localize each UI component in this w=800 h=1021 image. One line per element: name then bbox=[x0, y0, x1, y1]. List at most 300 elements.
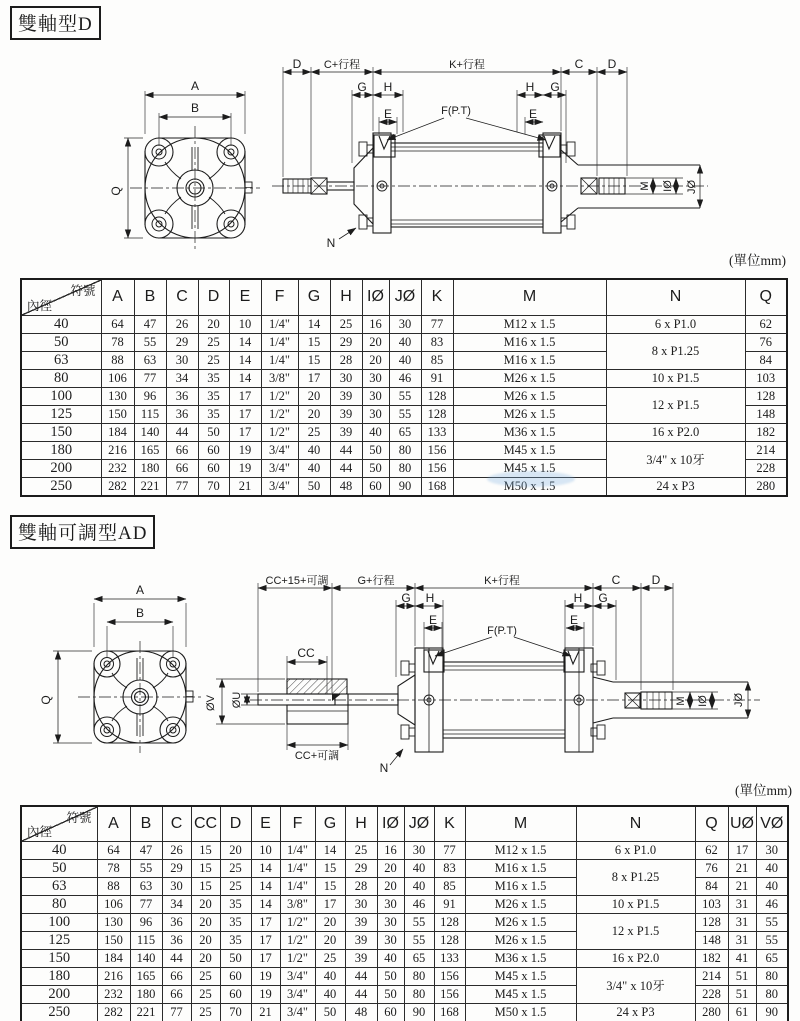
type-d-cell: 29 bbox=[166, 333, 198, 351]
type-d-col-header-F: F bbox=[261, 279, 298, 315]
front-taper-top bbox=[561, 150, 578, 165]
type-ad-cell: 21 bbox=[728, 859, 756, 877]
type-ad-cell: 55 bbox=[404, 913, 434, 931]
dim-label-v-dia: ØV bbox=[205, 695, 217, 711]
type-d-cell: 128 bbox=[421, 405, 453, 423]
dim-label-d-left: D bbox=[292, 57, 302, 71]
type-ad-col-header-IØ: IØ bbox=[377, 806, 404, 841]
type-d-cell: 28 bbox=[330, 351, 362, 369]
type-d-cell: 84 bbox=[745, 351, 787, 369]
type-d-cell: 282 bbox=[101, 477, 134, 496]
type-d-cell: 216 bbox=[101, 441, 134, 459]
type-d-row-180 bbox=[21, 441, 787, 459]
type-ad-cell: 106 bbox=[97, 895, 130, 913]
type-d-cell: 10 x P1.5 bbox=[606, 369, 745, 387]
type-d-cell: 6 x P1.0 bbox=[606, 315, 745, 333]
type-ad-row-100 bbox=[21, 913, 788, 931]
type-d-cell: 35 bbox=[198, 369, 229, 387]
type-ad-cell: 25 bbox=[315, 949, 345, 967]
type-ad-cell: 47 bbox=[130, 841, 162, 859]
type-d-cell: M26 x 1.5 bbox=[453, 387, 606, 405]
type-d-cell: M26 x 1.5 bbox=[453, 369, 606, 387]
type-ad-cell: 148 bbox=[695, 931, 728, 949]
type-ad-cell: 17 bbox=[315, 895, 345, 913]
type-d-col-header-C: C bbox=[166, 279, 198, 315]
dim-label-cc-adj: CC+可調 bbox=[294, 750, 340, 762]
type-d-row-40 bbox=[21, 315, 787, 333]
type-ad-cell: 55 bbox=[130, 859, 162, 877]
type-ad-cell: 65 bbox=[404, 949, 434, 967]
nut-label: N bbox=[379, 761, 389, 775]
rear-port bbox=[424, 650, 444, 672]
dim-label-g-left: G bbox=[357, 80, 367, 94]
type-d-corner-cell bbox=[21, 279, 101, 315]
type-d-cell: 103 bbox=[745, 369, 787, 387]
type-ad-cell: 50 bbox=[377, 967, 404, 985]
type-ad-cell: 3/4" bbox=[280, 985, 315, 1003]
section2-title: 雙軸可調型AD bbox=[10, 515, 155, 549]
type-d-cell: 60 bbox=[198, 441, 229, 459]
type-ad-cell: 17 bbox=[251, 913, 280, 931]
type-d-cell: 88 bbox=[101, 351, 134, 369]
type-ad-cell: 20 bbox=[191, 895, 220, 913]
type-ad-col-header-A: A bbox=[97, 806, 130, 841]
type-ad-cell: 55 bbox=[756, 931, 788, 949]
type-ad-bore-150: 150 bbox=[21, 949, 97, 967]
type-d-corner-bore-label: 內徑 bbox=[27, 298, 53, 313]
type-ad-cell: 20 bbox=[191, 949, 220, 967]
type-d-bore-250: 250 bbox=[21, 477, 101, 496]
type-d-row-150 bbox=[21, 423, 787, 441]
type-d-cell: 36 bbox=[166, 387, 198, 405]
type-ad-cell: 44 bbox=[345, 967, 377, 985]
type-ad-cell: M16 x 1.5 bbox=[465, 859, 576, 877]
type-d-cell: 16 bbox=[362, 315, 389, 333]
type-ad-cell: 31 bbox=[728, 913, 756, 931]
dim-label-e-right: E bbox=[569, 613, 579, 627]
type-ad-cell: 40 bbox=[377, 949, 404, 967]
type-d-cell: 26 bbox=[166, 315, 198, 333]
dim-label-b: B bbox=[190, 101, 200, 115]
type-d-cell: 55 bbox=[389, 405, 421, 423]
type-d-cell: 30 bbox=[362, 369, 389, 387]
type-ad-cell: 70 bbox=[220, 1003, 251, 1021]
dim-label-j-dia: JØ bbox=[686, 179, 698, 195]
type-ad-cell: 36 bbox=[162, 931, 191, 949]
dim-label-m: M bbox=[639, 181, 651, 191]
type-ad-cell: 80 bbox=[404, 967, 434, 985]
type-d-cell: M16 x 1.5 bbox=[453, 333, 606, 351]
type-ad-cell: 128 bbox=[434, 913, 465, 931]
type-ad-cell: 55 bbox=[756, 913, 788, 931]
type-d-dimension-table bbox=[20, 278, 788, 497]
type-d-cell: 1/4" bbox=[261, 333, 298, 351]
dim-label-d: D bbox=[651, 573, 661, 587]
type-d-col-header-B: B bbox=[134, 279, 166, 315]
extension-lines bbox=[53, 583, 718, 750]
type-ad-cell: 14 bbox=[251, 877, 280, 895]
dim-label-e-left: E bbox=[383, 107, 393, 121]
type-ad-cell: M12 x 1.5 bbox=[465, 841, 576, 859]
type-d-cell: 25 bbox=[198, 351, 229, 369]
type-d-row-80 bbox=[21, 369, 787, 387]
type-ad-cell: 25 bbox=[191, 985, 220, 1003]
type-d-cell: 34 bbox=[166, 369, 198, 387]
type-ad-cell: 61 bbox=[728, 1003, 756, 1021]
type-d-bore-180: 180 bbox=[21, 441, 101, 459]
type-d-cell: 17 bbox=[229, 405, 261, 423]
type-ad-cell: 20 bbox=[191, 931, 220, 949]
type-d-cell: 3/8" bbox=[261, 369, 298, 387]
type-ad-col-header-Q: Q bbox=[695, 806, 728, 841]
type-d-col-header-JØ: JØ bbox=[389, 279, 421, 315]
dim-label-g-right: G bbox=[550, 80, 560, 94]
type-ad-col-header-CC: CC bbox=[191, 806, 220, 841]
type-d-cell: 3/4" bbox=[261, 459, 298, 477]
type-ad-cell: M26 x 1.5 bbox=[465, 913, 576, 931]
type-ad-cell: 80 bbox=[404, 985, 434, 1003]
type-ad-bore-100: 100 bbox=[21, 913, 97, 931]
type-d-cell: 14 bbox=[229, 333, 261, 351]
type-d-cell: 20 bbox=[198, 315, 229, 333]
type-ad-cell: 20 bbox=[191, 913, 220, 931]
type-ad-cell: 10 bbox=[251, 841, 280, 859]
type-ad-cell: 103 bbox=[695, 895, 728, 913]
type-d-bore-125: 125 bbox=[21, 405, 101, 423]
type-ad-cell: 65 bbox=[756, 949, 788, 967]
dim-label-q: Q bbox=[39, 695, 53, 705]
type-d-cell: 280 bbox=[745, 477, 787, 496]
type-ad-cell: M16 x 1.5 bbox=[465, 877, 576, 895]
type-ad-cell: 50 bbox=[377, 985, 404, 1003]
type-d-col-header-M: M bbox=[453, 279, 606, 315]
unit-note-1: (單位mm) bbox=[729, 253, 786, 268]
type-d-cell: M16 x 1.5 bbox=[453, 351, 606, 369]
type-ad-cell: 48 bbox=[345, 1003, 377, 1021]
type-ad-cell: 88 bbox=[97, 877, 130, 895]
type-ad-cell: 17 bbox=[251, 949, 280, 967]
type-d-cell: 50 bbox=[298, 477, 330, 496]
type-d-cell: 184 bbox=[101, 423, 134, 441]
type-ad-row-40 bbox=[21, 841, 788, 859]
adjuster-sleeve-lower bbox=[287, 705, 348, 724]
type-ad-cell: 41 bbox=[728, 949, 756, 967]
type-ad-cell: 15 bbox=[191, 841, 220, 859]
type-d-cell: M45 x 1.5 bbox=[453, 441, 606, 459]
type-d-row-50 bbox=[21, 333, 787, 351]
type-ad-cell: 40 bbox=[315, 967, 345, 985]
type-ad-cell: 214 bbox=[695, 967, 728, 985]
type-ad-col-header-C: C bbox=[162, 806, 191, 841]
type-ad-cell: 30 bbox=[756, 841, 788, 859]
type-d-cell: 39 bbox=[330, 423, 362, 441]
type-d-cell: 17 bbox=[298, 369, 330, 387]
type-ad-cell: 19 bbox=[251, 967, 280, 985]
type-ad-cell: 50 bbox=[315, 1003, 345, 1021]
type-d-col-header-IØ: IØ bbox=[362, 279, 389, 315]
type-ad-cell: 31 bbox=[728, 895, 756, 913]
type-d-front-view bbox=[130, 126, 260, 250]
type-ad-cell: 39 bbox=[345, 949, 377, 967]
type-ad-cell: M45 x 1.5 bbox=[465, 967, 576, 985]
type-d-cell: M12 x 1.5 bbox=[453, 315, 606, 333]
type-ad-cell: 20 bbox=[220, 841, 251, 859]
dim-label-b: B bbox=[135, 606, 145, 620]
type-d-cell: 165 bbox=[134, 441, 166, 459]
type-d-cell: 1/4" bbox=[261, 315, 298, 333]
type-ad-cell: 184 bbox=[97, 949, 130, 967]
type-ad-cell: 77 bbox=[130, 895, 162, 913]
type-d-cell: 148 bbox=[745, 405, 787, 423]
type-ad-corner-bore-label: 內徑 bbox=[27, 824, 53, 839]
centerlines bbox=[130, 126, 260, 250]
type-ad-cell: 14 bbox=[251, 895, 280, 913]
type-ad-cell: 232 bbox=[97, 985, 130, 1003]
type-ad-cell: 25 bbox=[345, 841, 377, 859]
type-d-cell: 168 bbox=[421, 477, 453, 496]
type-d-cell: 221 bbox=[134, 477, 166, 496]
type-d-bore-40: 40 bbox=[21, 315, 101, 333]
dim-label-j-dia: JØ bbox=[733, 692, 745, 708]
type-ad-cell: 60 bbox=[220, 967, 251, 985]
type-d-cell: 50 bbox=[198, 423, 229, 441]
type-d-cell: 62 bbox=[745, 315, 787, 333]
type-ad-cell: M26 x 1.5 bbox=[465, 931, 576, 949]
type-ad-cell: 51 bbox=[728, 985, 756, 1003]
type-ad-cell: 76 bbox=[695, 859, 728, 877]
type-d-cell: 156 bbox=[421, 459, 453, 477]
type-d-cell: 15 bbox=[298, 333, 330, 351]
type-ad-row-50 bbox=[21, 859, 788, 877]
type-ad-cell: 1/4" bbox=[280, 877, 315, 895]
tie-rods bbox=[391, 147, 543, 224]
type-d-cell: 30 bbox=[166, 351, 198, 369]
type-ad-cell: 46 bbox=[404, 895, 434, 913]
type-ad-cell: 30 bbox=[377, 931, 404, 949]
type-d-cell: 40 bbox=[389, 351, 421, 369]
dim-label-e-left: E bbox=[428, 613, 438, 627]
type-d-cell: 48 bbox=[330, 477, 362, 496]
type-ad-bore-180: 180 bbox=[21, 967, 97, 985]
type-ad-cell: 140 bbox=[130, 949, 162, 967]
adjustable-rear-rod bbox=[258, 694, 335, 705]
type-ad-cell: M36 x 1.5 bbox=[465, 949, 576, 967]
type-d-cell: 90 bbox=[389, 477, 421, 496]
type-ad-cell: 29 bbox=[162, 859, 191, 877]
dim-label-m: M bbox=[675, 696, 687, 706]
type-d-col-header-A: A bbox=[101, 279, 134, 315]
type-ad-cell: 12 x P1.5 bbox=[576, 913, 695, 949]
type-ad-cell: 25 bbox=[191, 967, 220, 985]
type-d-cell: 214 bbox=[745, 441, 787, 459]
type-d-cell: 44 bbox=[330, 459, 362, 477]
type-ad-cell: 90 bbox=[756, 1003, 788, 1021]
type-d-cell: 80 bbox=[389, 459, 421, 477]
type-d-cell: 60 bbox=[198, 459, 229, 477]
type-d-cell: 77 bbox=[134, 369, 166, 387]
type-ad-cell: 182 bbox=[695, 949, 728, 967]
type-ad-cell: 3/4" bbox=[280, 1003, 315, 1021]
type-ad-cell: 14 bbox=[251, 859, 280, 877]
type-ad-cell: 180 bbox=[130, 985, 162, 1003]
type-d-cell: 25 bbox=[298, 423, 330, 441]
type-d-cell: 77 bbox=[421, 315, 453, 333]
type-d-cell: 128 bbox=[421, 387, 453, 405]
type-d-cell: 14 bbox=[229, 351, 261, 369]
type-ad-cell: 280 bbox=[695, 1003, 728, 1021]
type-d-cell: 1/2" bbox=[261, 405, 298, 423]
type-ad-cell: 35 bbox=[220, 931, 251, 949]
type-ad-cell: 3/4" bbox=[280, 967, 315, 985]
type-d-cell: 3/4" x 10牙 bbox=[606, 441, 745, 477]
type-ad-row-80 bbox=[21, 895, 788, 913]
type-ad-cell: 1/4" bbox=[280, 859, 315, 877]
type-d-cell: 78 bbox=[101, 333, 134, 351]
type-ad-cell: 40 bbox=[404, 877, 434, 895]
dim-label-e-right: E bbox=[528, 107, 538, 121]
type-ad-cell: 15 bbox=[315, 877, 345, 895]
dimension-lines bbox=[58, 588, 748, 745]
type-d-bore-80: 80 bbox=[21, 369, 101, 387]
section1-title: 雙軸型D bbox=[10, 6, 101, 40]
type-ad-cell: 30 bbox=[404, 841, 434, 859]
type-ad-cell: 1/2" bbox=[280, 931, 315, 949]
rear-rod bbox=[348, 694, 398, 705]
type-ad-cell: 60 bbox=[220, 985, 251, 1003]
type-d-col-header-K: K bbox=[421, 279, 453, 315]
type-d-cell: 47 bbox=[134, 315, 166, 333]
type-ad-cell: 36 bbox=[162, 913, 191, 931]
type-ad-cell: 60 bbox=[377, 1003, 404, 1021]
type-d-cell: 130 bbox=[101, 387, 134, 405]
type-d-cell: 63 bbox=[134, 351, 166, 369]
type-ad-bore-200: 200 bbox=[21, 985, 97, 1003]
type-d-cell: 55 bbox=[389, 387, 421, 405]
type-ad-cell: 20 bbox=[377, 877, 404, 895]
type-d-cell: 30 bbox=[362, 405, 389, 423]
type-ad-cell: 63 bbox=[130, 877, 162, 895]
cylinder-body bbox=[391, 143, 543, 227]
type-ad-cell: 85 bbox=[434, 877, 465, 895]
type-d-cell: 20 bbox=[362, 333, 389, 351]
type-d-cell: 156 bbox=[421, 441, 453, 459]
type-d-bore-63: 63 bbox=[21, 351, 101, 369]
type-ad-cell: 30 bbox=[162, 877, 191, 895]
front-taper-bottom bbox=[593, 718, 613, 723]
type-d-cell: 96 bbox=[134, 387, 166, 405]
type-d-corner-symbol-label: 符號 bbox=[70, 284, 96, 298]
dim-label-u-dia: ØU bbox=[231, 691, 243, 709]
type-ad-col-header-F: F bbox=[280, 806, 315, 841]
type-ad-front-view bbox=[78, 641, 202, 753]
port-label: F(P.T) bbox=[487, 625, 517, 637]
type-ad-cell: 34 bbox=[162, 895, 191, 913]
dim-label-i-dia: IØ bbox=[662, 180, 674, 192]
type-ad-cell: 62 bbox=[695, 841, 728, 859]
type-d-col-header-D: D bbox=[198, 279, 229, 315]
type-ad-cell: 128 bbox=[434, 931, 465, 949]
type-d-cell: 85 bbox=[421, 351, 453, 369]
type-d-cell: 40 bbox=[298, 459, 330, 477]
type-ad-cell: 29 bbox=[345, 859, 377, 877]
type-d-cell: 133 bbox=[421, 423, 453, 441]
type-ad-cell: 30 bbox=[377, 913, 404, 931]
leader-lines bbox=[390, 637, 571, 765]
dim-label-k-stroke: K+行程 bbox=[449, 59, 485, 71]
extension-lines bbox=[124, 67, 683, 238]
type-d-row-250 bbox=[21, 477, 787, 496]
type-d-cell: 150 bbox=[101, 405, 134, 423]
type-ad-cell: 19 bbox=[251, 985, 280, 1003]
type-d-bore-200: 200 bbox=[21, 459, 101, 477]
type-ad-bore-80: 80 bbox=[21, 895, 97, 913]
type-d-cell: 1/2" bbox=[261, 387, 298, 405]
type-ad-bore-125: 125 bbox=[21, 931, 97, 949]
type-d-cell: 140 bbox=[134, 423, 166, 441]
type-ad-cell: 30 bbox=[345, 895, 377, 913]
dim-label-h-right: H bbox=[573, 591, 583, 605]
type-ad-col-header-E: E bbox=[251, 806, 280, 841]
type-ad-cell: 156 bbox=[434, 985, 465, 1003]
port-label: F(P.T) bbox=[441, 105, 471, 117]
type-d-cell: 128 bbox=[745, 387, 787, 405]
type-d-cell: M26 x 1.5 bbox=[453, 405, 606, 423]
type-ad-col-header-N: N bbox=[576, 806, 695, 841]
type-ad-cell: M45 x 1.5 bbox=[465, 985, 576, 1003]
type-d-cell: 46 bbox=[389, 369, 421, 387]
type-ad-cell: 40 bbox=[756, 877, 788, 895]
type-d-bore-100: 100 bbox=[21, 387, 101, 405]
type-d-cell: 60 bbox=[362, 477, 389, 496]
type-ad-cell: 8 x P1.25 bbox=[576, 859, 695, 895]
type-ad-cell: 16 bbox=[377, 841, 404, 859]
type-ad-cell: 31 bbox=[728, 931, 756, 949]
type-ad-cell: 30 bbox=[377, 895, 404, 913]
type-d-col-header-E: E bbox=[229, 279, 261, 315]
type-d-bore-150: 150 bbox=[21, 423, 101, 441]
type-d-cell: 15 bbox=[298, 351, 330, 369]
type-ad-cell: 133 bbox=[434, 949, 465, 967]
type-ad-cell: 20 bbox=[377, 859, 404, 877]
dim-label-cc: CC bbox=[297, 646, 315, 660]
type-ad-cell: 221 bbox=[130, 1003, 162, 1021]
type-ad-cell: M26 x 1.5 bbox=[465, 895, 576, 913]
type-d-cell: 1/4" bbox=[261, 351, 298, 369]
type-ad-col-header-K: K bbox=[434, 806, 465, 841]
type-ad-corner-symbol-label: 符號 bbox=[66, 811, 92, 825]
type-ad-bore-250: 250 bbox=[21, 1003, 97, 1021]
type-ad-cell: 15 bbox=[191, 877, 220, 895]
type-d-cell: 83 bbox=[421, 333, 453, 351]
front-rod-thread bbox=[641, 692, 672, 709]
dim-label-cc15: CC+15+可調 bbox=[265, 575, 329, 587]
type-d-cell: 66 bbox=[166, 441, 198, 459]
type-ad-cell: 216 bbox=[97, 967, 130, 985]
dim-label-i-dia: IØ bbox=[697, 695, 709, 707]
type-d-cell: M50 x 1.5 bbox=[453, 477, 606, 496]
type-ad-cell: 168 bbox=[434, 1003, 465, 1021]
type-d-cell: 29 bbox=[330, 333, 362, 351]
type-ad-cell: 44 bbox=[345, 985, 377, 1003]
front-taper-bottom bbox=[561, 208, 578, 222]
type-ad-cell: 77 bbox=[434, 841, 465, 859]
type-d-cell: 91 bbox=[421, 369, 453, 387]
type-d-cell: 21 bbox=[229, 477, 261, 496]
type-ad-cell: 28 bbox=[345, 877, 377, 895]
type-ad-row-180 bbox=[21, 967, 788, 985]
type-d-cell: 115 bbox=[134, 405, 166, 423]
type-d-cell: 8 x P1.25 bbox=[606, 333, 745, 369]
